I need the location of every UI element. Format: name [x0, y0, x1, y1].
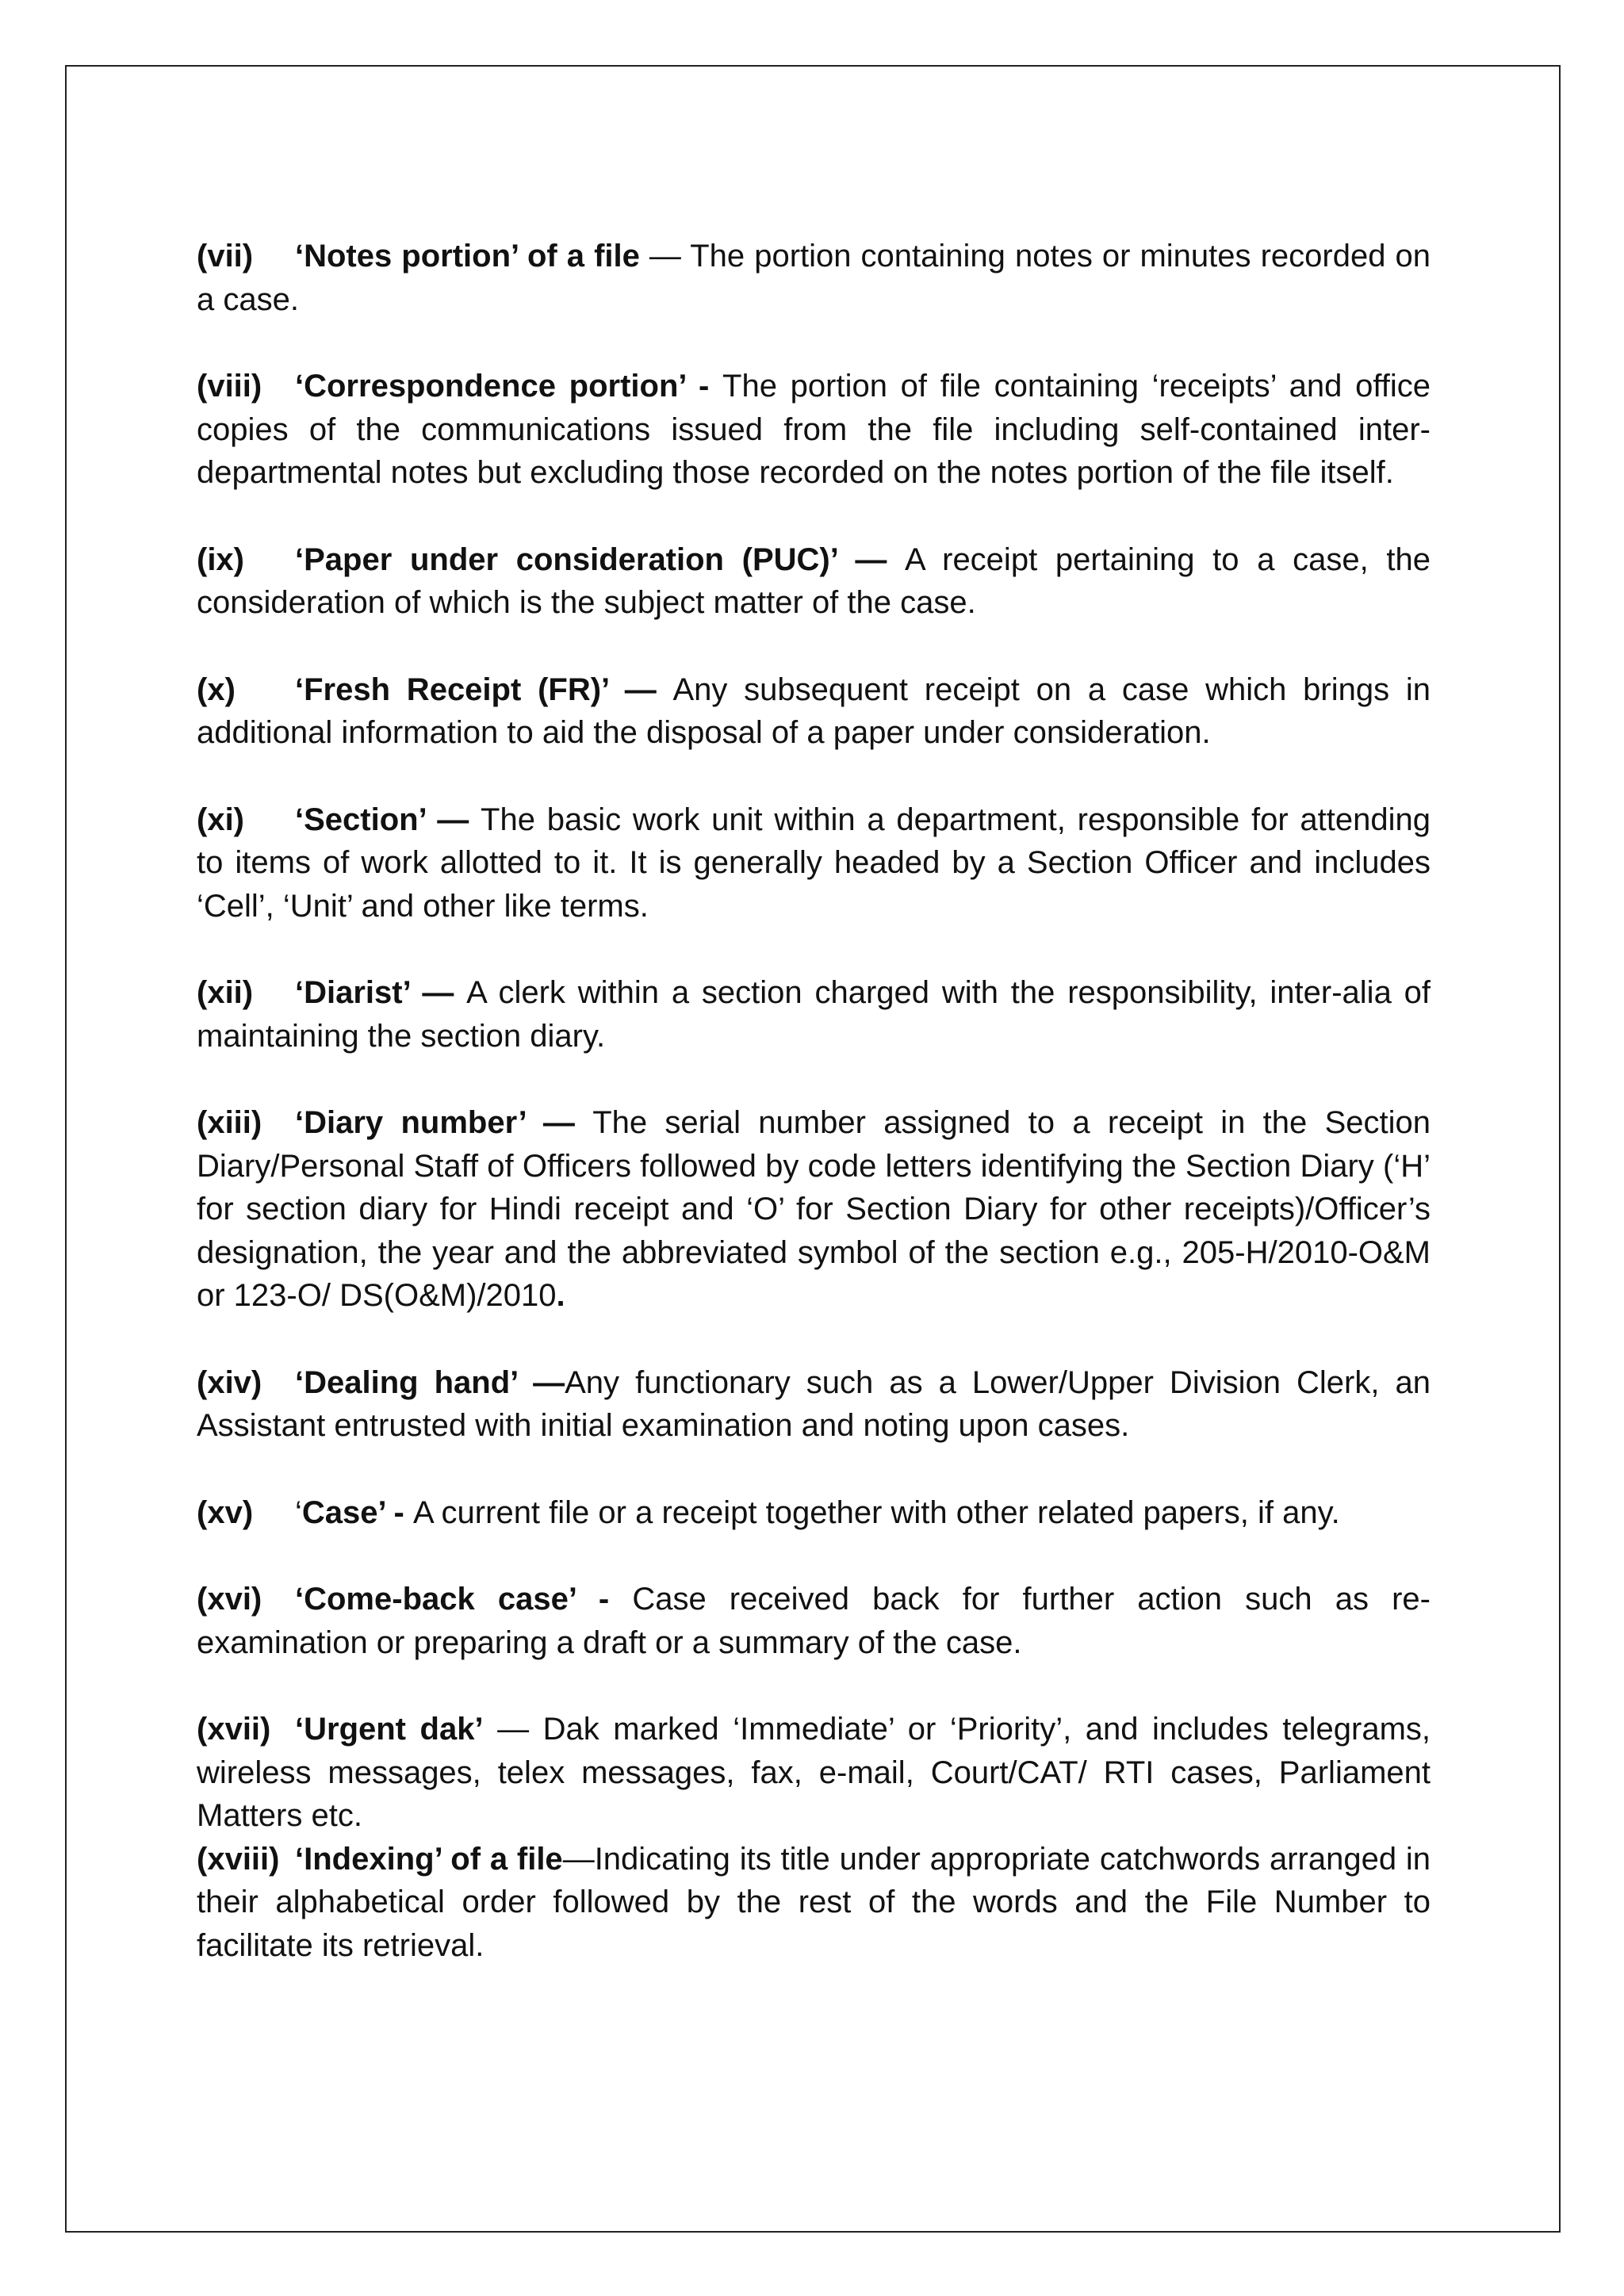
- definition-body: The portion of file containing ‘receipts’ and office copies of the communications issued from the file including self-contained inter-departmental notes but excluding those recorded on the notes portion of the file itself.: [197, 369, 1431, 490]
- definition-separator: —: [562, 1841, 595, 1877]
- definition-body: Any functionary such as a Lower/Upper Division Clerk, an Assistant entrusted with initial examination and noting upon cases.: [197, 1364, 1431, 1443]
- definition-open-quote: ‘: [295, 1494, 302, 1530]
- definition-term: ‘Paper under consideration (PUC)’: [295, 541, 837, 577]
- definition-term: ‘Come-back case’: [295, 1582, 576, 1617]
- definition-separator: —: [409, 975, 467, 1010]
- definition-xiii: [197, 1101, 1431, 1318]
- definition-term: Case’: [301, 1494, 385, 1530]
- definition-number: (xvi): [197, 1582, 262, 1617]
- definition-number: (ix): [197, 541, 244, 577]
- definition-separator: -: [575, 1582, 633, 1617]
- definition-separator: —: [425, 802, 481, 837]
- definition-number: (xv): [197, 1494, 254, 1530]
- definition-separator: —: [607, 672, 673, 707]
- definition-body: A receipt pertaining to a case, the consideration of which is the subject matter of the case.: [197, 541, 1431, 620]
- definition-xi: [197, 798, 1431, 928]
- definition-number: (vii): [197, 239, 254, 274]
- definition-separator: -: [685, 369, 723, 404]
- definition-number: (xii): [197, 975, 254, 1010]
- definition-term: ‘Diarist’: [295, 975, 410, 1010]
- definition-xii: [197, 971, 1431, 1058]
- definition-xvii: [197, 1708, 1431, 1838]
- definition-separator: —: [517, 1364, 565, 1400]
- definition-xviii: [197, 1838, 1431, 1968]
- definition-separator: —: [837, 541, 905, 577]
- definition-term: ‘Section’: [295, 802, 426, 837]
- definition-xv: [197, 1491, 1431, 1535]
- definition-separator: —: [483, 1712, 543, 1747]
- definition-term: ‘Urgent dak’: [295, 1712, 484, 1747]
- definition-term: ‘Fresh Receipt (FR)’: [295, 672, 608, 707]
- definition-body: A current file or a receipt together with other related papers, if any.: [412, 1494, 1340, 1530]
- definition-term: ‘Correspondence portion’: [295, 369, 686, 404]
- definition-number: (xi): [197, 802, 244, 837]
- definition-body: The basic work unit within a department, responsible for attending to items of work allotted to it. It is generally headed by a Section Officer and includes ‘Cell’, ‘Unit’ and other like terms.: [197, 802, 1431, 924]
- definition-tail: .: [556, 1278, 565, 1313]
- definition-separator: —: [525, 1105, 593, 1140]
- definition-number: (xviii): [197, 1841, 280, 1877]
- definition-number: (xvii): [197, 1712, 271, 1747]
- definition-term: ‘Notes portion’ of a file: [295, 239, 640, 274]
- definition-number: (viii): [197, 369, 262, 404]
- definition-body: Any subsequent receipt on a case which brings in additional information to aid the disposal of a paper under consideration.: [197, 672, 1431, 750]
- definition-term: ‘Indexing’ of a file: [295, 1841, 563, 1877]
- definition-body: Case received back for further action such as re-examination or preparing a draft or a summary of the case.: [197, 1582, 1431, 1660]
- definition-number: (xiv): [197, 1364, 262, 1400]
- definition-separator: -: [385, 1494, 413, 1530]
- definition-ix: [197, 538, 1431, 625]
- definition-body: A clerk within a section charged with the responsibility, inter-alia of maintaining the section diary.: [197, 975, 1431, 1054]
- definition-number: (xiii): [197, 1105, 262, 1140]
- definition-x: [197, 668, 1431, 755]
- definition-xiv: [197, 1361, 1431, 1448]
- definition-term: ‘Diary number’: [295, 1105, 526, 1140]
- definition-term: ‘Dealing hand’: [295, 1364, 518, 1400]
- definitions-list: [197, 235, 1431, 2011]
- definition-number: (x): [197, 672, 236, 707]
- definition-vii: [197, 235, 1431, 321]
- definition-separator: —: [639, 239, 691, 274]
- definition-body: The serial number assigned to a receipt in the Section Diary/Personal Staff of Officers followed by code letters identifying the Section Diary (‘H’ for section diary for Hindi receipt and ‘O’ for Section Diary for other receipts)/Officer’s designation, the year and the abbreviated symbol of the section e.g., 205-H/2010-O&M or 123-O/ DS(O&M)/2010: [197, 1105, 1431, 1313]
- definition-xvi: [197, 1578, 1431, 1664]
- definition-body: Dak marked ‘Immediate’ or ‘Priority’, and includes telegrams, wireless messages, telex messages, fax, e-mail, Court/CAT/ RTI cases, Parliament Matters etc.: [197, 1712, 1431, 1833]
- definition-body: The portion containing notes or minutes recorded on a case.: [197, 239, 1431, 317]
- definition-body: Indicating its title under appropriate catchwords arranged in their alphabetical order followed by the rest of the words and the File Number to facilitate its retrieval.: [197, 1841, 1431, 1963]
- definition-viii: [197, 365, 1431, 495]
